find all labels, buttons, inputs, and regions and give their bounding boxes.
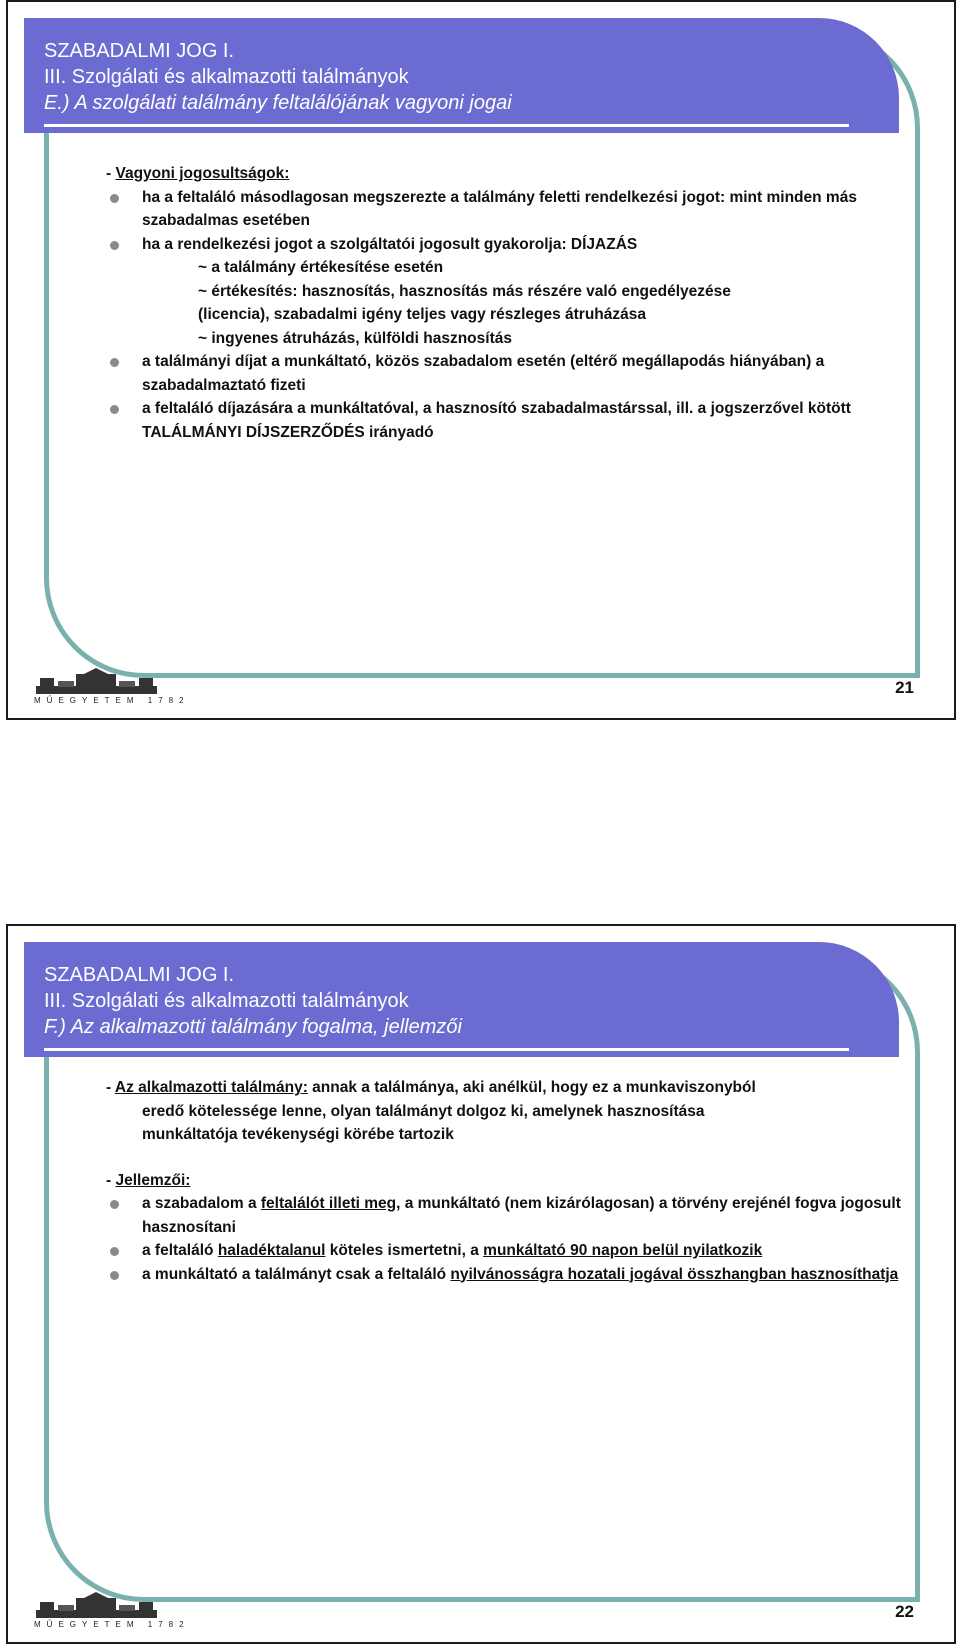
bullet-icon <box>110 241 119 250</box>
sub-item: ~ a találmány értékesítése esetén <box>198 259 444 276</box>
slide-header <box>24 18 899 133</box>
slide-content <box>106 162 906 444</box>
header-line-2: III. Szolgálati és alkalmazotti találmányok <box>44 990 409 1012</box>
bullet-icon <box>110 358 119 367</box>
logo-text: MŰEGYETEM 1782 <box>34 1620 190 1629</box>
bullet-icon <box>110 194 119 203</box>
definition: - Az alkalmazotti találmány: annak a találmánya, aki anélkül, hogy ez a munkaviszonyból <box>106 1079 756 1096</box>
sub-item: (licencia), szabadalmi igény teljes vagy részleges átruházása <box>198 306 646 323</box>
header-line-3: F.) Az alkalmazotti találmány fogalma, jellemzői <box>44 1016 462 1038</box>
sub-item: ~ értékesítés: hasznosítás, hasznosítás más részére való engedélyezése <box>198 282 731 300</box>
section-heading: - Vagyoni jogosultságok: <box>106 165 290 182</box>
sub-item: ~ ingyenes átruházás, külföldi hasznosítás <box>198 329 512 347</box>
page-number: 21 <box>895 678 914 697</box>
list-item: a szabadalom a feltalálót illeti meg, a munkáltató (nem kizárólagosan) a törvény erejénél fogva jogosult hasznosítani <box>106 1192 906 1239</box>
header-title <box>44 962 462 1040</box>
section-heading: - Jellemzői: <box>106 1171 191 1189</box>
definition-term: Az alkalmazotti találmány: <box>114 1079 308 1096</box>
page-number: 22 <box>895 1602 914 1621</box>
header-line-1: SZABADALMI JOG I. <box>44 964 235 986</box>
bullet-icon <box>110 1247 119 1256</box>
header-line-3: E.) A szolgálati találmány feltalálójának vagyoni jogai <box>44 92 512 114</box>
slide-header <box>24 942 899 1057</box>
list-item: a feltaláló haladéktalanul köteles ismertetni, a munkáltató 90 napon belül nyilatkozik <box>106 1239 906 1263</box>
definition-line: munkáltatója tevékenységi körébe tartozik <box>142 1126 454 1143</box>
slide-21 <box>6 0 956 720</box>
slide-22 <box>6 924 956 1644</box>
spacer <box>106 1147 906 1169</box>
header-rule <box>44 124 849 127</box>
definition-line: eredő kötelessége lenne, olyan találmányt dolgoz ki, amelynek hasznosítása <box>142 1102 705 1120</box>
slide-footer <box>34 1592 934 1632</box>
bullet-list <box>106 350 906 444</box>
slide-content <box>106 1076 906 1286</box>
header-line-1: SZABADALMI JOG I. <box>44 40 235 62</box>
slide-footer <box>34 668 934 708</box>
list-item: ha a rendelkezési jogot a szolgáltatói jogosult gyakorolja: DÍJAZÁS <box>106 233 906 257</box>
list-item: ha a feltaláló másodlagosan megszerezte a találmány feletti rendelkezési jogot: mint minden más szabadalmas esetében <box>106 186 906 233</box>
list-item: a feltaláló díjazására a munkáltatóval, a hasznosító szabadalmastárssal, ill. a jogszerzővel kötött TALÁLMÁNYI DÍJSZERZŐDÉS irányadó <box>106 397 906 444</box>
bullet-icon <box>110 405 119 414</box>
bullet-icon <box>110 1200 119 1209</box>
bullet-list <box>106 186 906 257</box>
bullet-icon <box>110 1271 119 1280</box>
header-line-2: III. Szolgálati és alkalmazotti találmányok <box>44 66 409 88</box>
list-item: a munkáltató a találmányt csak a feltaláló nyilvánosságra hozatali jogával összhangban hasznosíthatja <box>106 1263 906 1287</box>
list-item: a találmányi díjat a munkáltató, közös szabadalom esetén (eltérő megállapodás hiányában) a szabadalmaztató fizeti <box>106 350 906 397</box>
header-title <box>44 38 512 116</box>
header-rule <box>44 1048 849 1051</box>
logo-text: MŰEGYETEM 1782 <box>34 696 190 705</box>
bullet-list <box>106 1192 906 1286</box>
